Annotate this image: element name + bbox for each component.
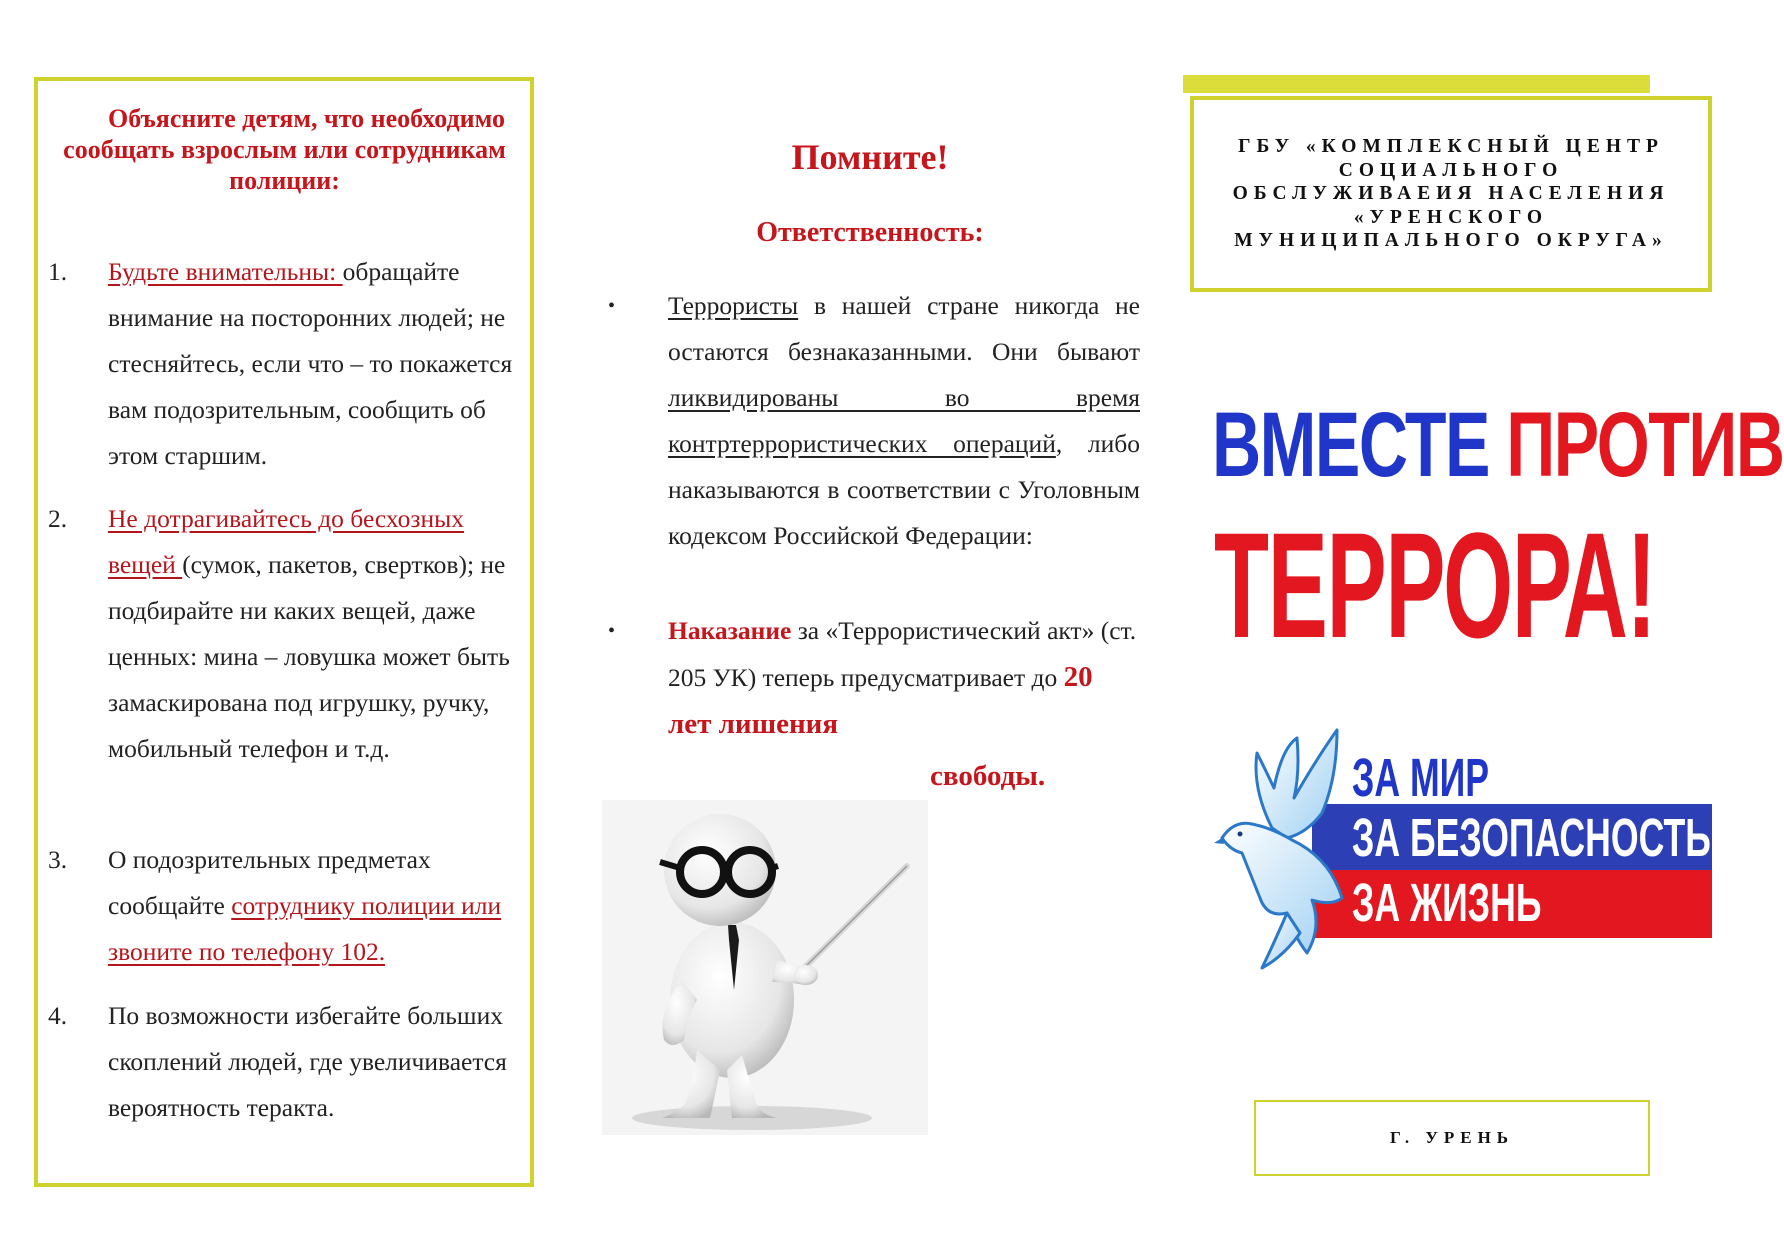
dove-icon — [1212, 718, 1362, 978]
city-box — [1254, 1100, 1650, 1176]
tip-number: 2. — [48, 504, 68, 533]
tip-item-4 — [48, 993, 528, 1131]
tip-number: 4. — [48, 1001, 68, 1030]
headline-line-1 — [1212, 385, 1784, 505]
headline-word-against: ПРОТИВ — [1506, 394, 1784, 496]
organization-name: ГБУ «КОМПЛЕКСНЫЙ ЦЕНТР СОЦИАЛЬНОГО ОБСЛУЖИВАЕИЯ НАСЕЛЕНИЯ «УРЕНСКОГО МУНИЦИПАЛЬНОГО ОКРУГА» — [1232, 136, 1670, 252]
underlined-phrase: ликвидированы во время контртеррористических операций — [668, 383, 1140, 458]
left-heading: Объясните детям, что необходимо сообщать взрослым или сотрудникам полиции: — [63, 104, 506, 195]
headline-line-2: ТЕРРОРА! — [1214, 501, 1656, 669]
responsibility-title: Ответственность: — [756, 217, 984, 248]
headline-word-together: ВМЕСТЕ — [1212, 394, 1489, 496]
tip-item-2 — [48, 496, 528, 772]
tip-text: По возможности избегайте больших скоплений людей, где увеличивается вероятность теракта. — [108, 1001, 507, 1122]
punishment-term-end: свободы. — [930, 760, 1046, 792]
tip-text: (сумок, пакетов, свертков); не подбирайте ни каких вещей, даже ценных: мина – ловушка может быть замаскирована под игрушку, ручку, мобильный телефон и т.д. — [108, 550, 510, 763]
tip-number: 3. — [48, 845, 68, 874]
org-accent-bar — [1183, 75, 1650, 93]
bullet-text: , либо наказываются в соответствии с Уголовным кодексом Российской Федерации: — [668, 429, 1140, 550]
remember-title: Помните! — [791, 137, 949, 177]
left-panel — [34, 77, 534, 1187]
punishment-word: Наказание — [668, 616, 792, 645]
tip-highlight: Не дотрагивайтесь до бесхозных вещей — [108, 504, 465, 579]
tip-text: О подозрительных предметах сообщайте — [108, 845, 431, 920]
bullet-dot: • — [608, 295, 616, 317]
tip-item-3 — [48, 837, 528, 975]
organization-box — [1190, 96, 1712, 292]
tip-item-1 — [48, 249, 528, 479]
flag-slogan-graphic — [1212, 718, 1712, 978]
slogan-life: ЗА ЖИЗНЬ — [1352, 873, 1542, 933]
responsibility-bullet-2 — [600, 608, 1140, 748]
slogan-safety: ЗА БЕЗОПАСНОСТЬ — [1352, 808, 1711, 868]
tip-number: 1. — [48, 257, 68, 286]
teacher-figure-illustration — [602, 800, 928, 1135]
tip-text: обращайте внимание на посторонних людей; не стесняйтесь, если что – то покажется вам подозрительным, сообщить об этом старшим. — [108, 257, 513, 470]
tip-highlight: сотруднику полиции или звоните по телефону 102. — [108, 891, 502, 966]
punishment-term: 20 лет лишения — [668, 661, 1093, 740]
bullet-text: в нашей стране никогда не остаются безнаказанными. Они бывают — [668, 291, 1140, 366]
responsibility-bullet-1 — [600, 283, 1140, 559]
terrorists-word: Террористы — [668, 291, 799, 320]
city-name: Г. УРЕНЬ — [1389, 1128, 1515, 1147]
tip-highlight: Будьте внимательны: — [108, 257, 343, 286]
bullet-text: за «Террористический акт» (ст. 205 УК) теперь предусматривает до — [668, 616, 1137, 692]
slogan-peace: ЗА МИР — [1352, 748, 1490, 808]
bullet-dot: • — [608, 620, 616, 642]
